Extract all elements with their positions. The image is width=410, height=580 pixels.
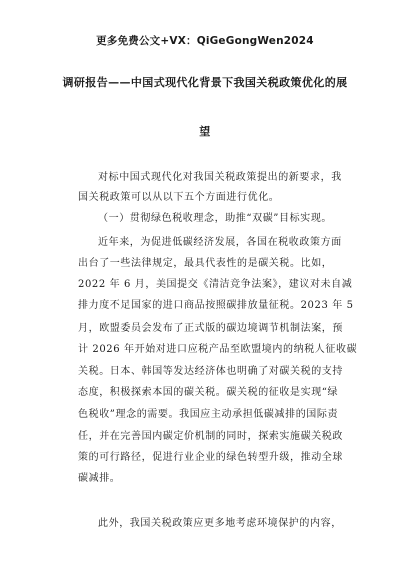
body-line: 出台了一些法律规定，最具代表性的是碳关税。比如，: [78, 258, 333, 269]
body-line: 计 2026 年开始对进口应税产品至欧盟境内的纳税人征收碳: [78, 344, 358, 355]
body-line: 策的可行路径，促进行业企业的绿色转型升级，推动全球: [78, 452, 343, 463]
body-line: 排力度不足国家的进口商品按照碳排放量征税。2023 年 5: [78, 300, 354, 311]
body-line: 碳减排。: [78, 473, 121, 484]
report-title-line-2: 望: [199, 125, 211, 138]
body-line: 色税收”理念的需要。我国应主动承担低碳减排的国际责: [78, 409, 339, 420]
report-title-line-1: 调研报告——中国式现代化背景下我国关税政策优化的展: [62, 76, 348, 89]
body-line: 月，欧盟委员会发布了正式版的碳边境调节机制法案，预: [78, 323, 343, 334]
body-line: （一）贯彻绿色税收理念，助推“双碳”目标实现。: [98, 213, 333, 224]
body-line: 态度，积极探索本国的碳关税。碳关税的征收是实现“绿: [78, 387, 339, 398]
body-line: 此外，我国关税政策应更多地考虑环境保护的内容，: [98, 518, 342, 529]
body-line: 对标中国式现代化对我国关税政策提出的新要求，我: [98, 172, 342, 183]
body-line: 任，并在完善国内碳定价机制的同时，探索实施碳关税政: [78, 431, 343, 442]
promo-header: 更多免费公文+VX：QiGeGongWen2024: [96, 35, 314, 47]
body-line: 国关税政策可以从以下五个方面进行优化。: [78, 192, 280, 203]
body-line: 近年来，为促进低碳经济发展，各国在税收政策方面: [98, 237, 342, 248]
body-line: 关税。日本、韩国等发达经济体也明确了对碳关税的支持: [78, 366, 343, 377]
body-line: 2022 年 6 月，美国提交《清洁竞争法案》，建议对未自减: [78, 279, 353, 290]
